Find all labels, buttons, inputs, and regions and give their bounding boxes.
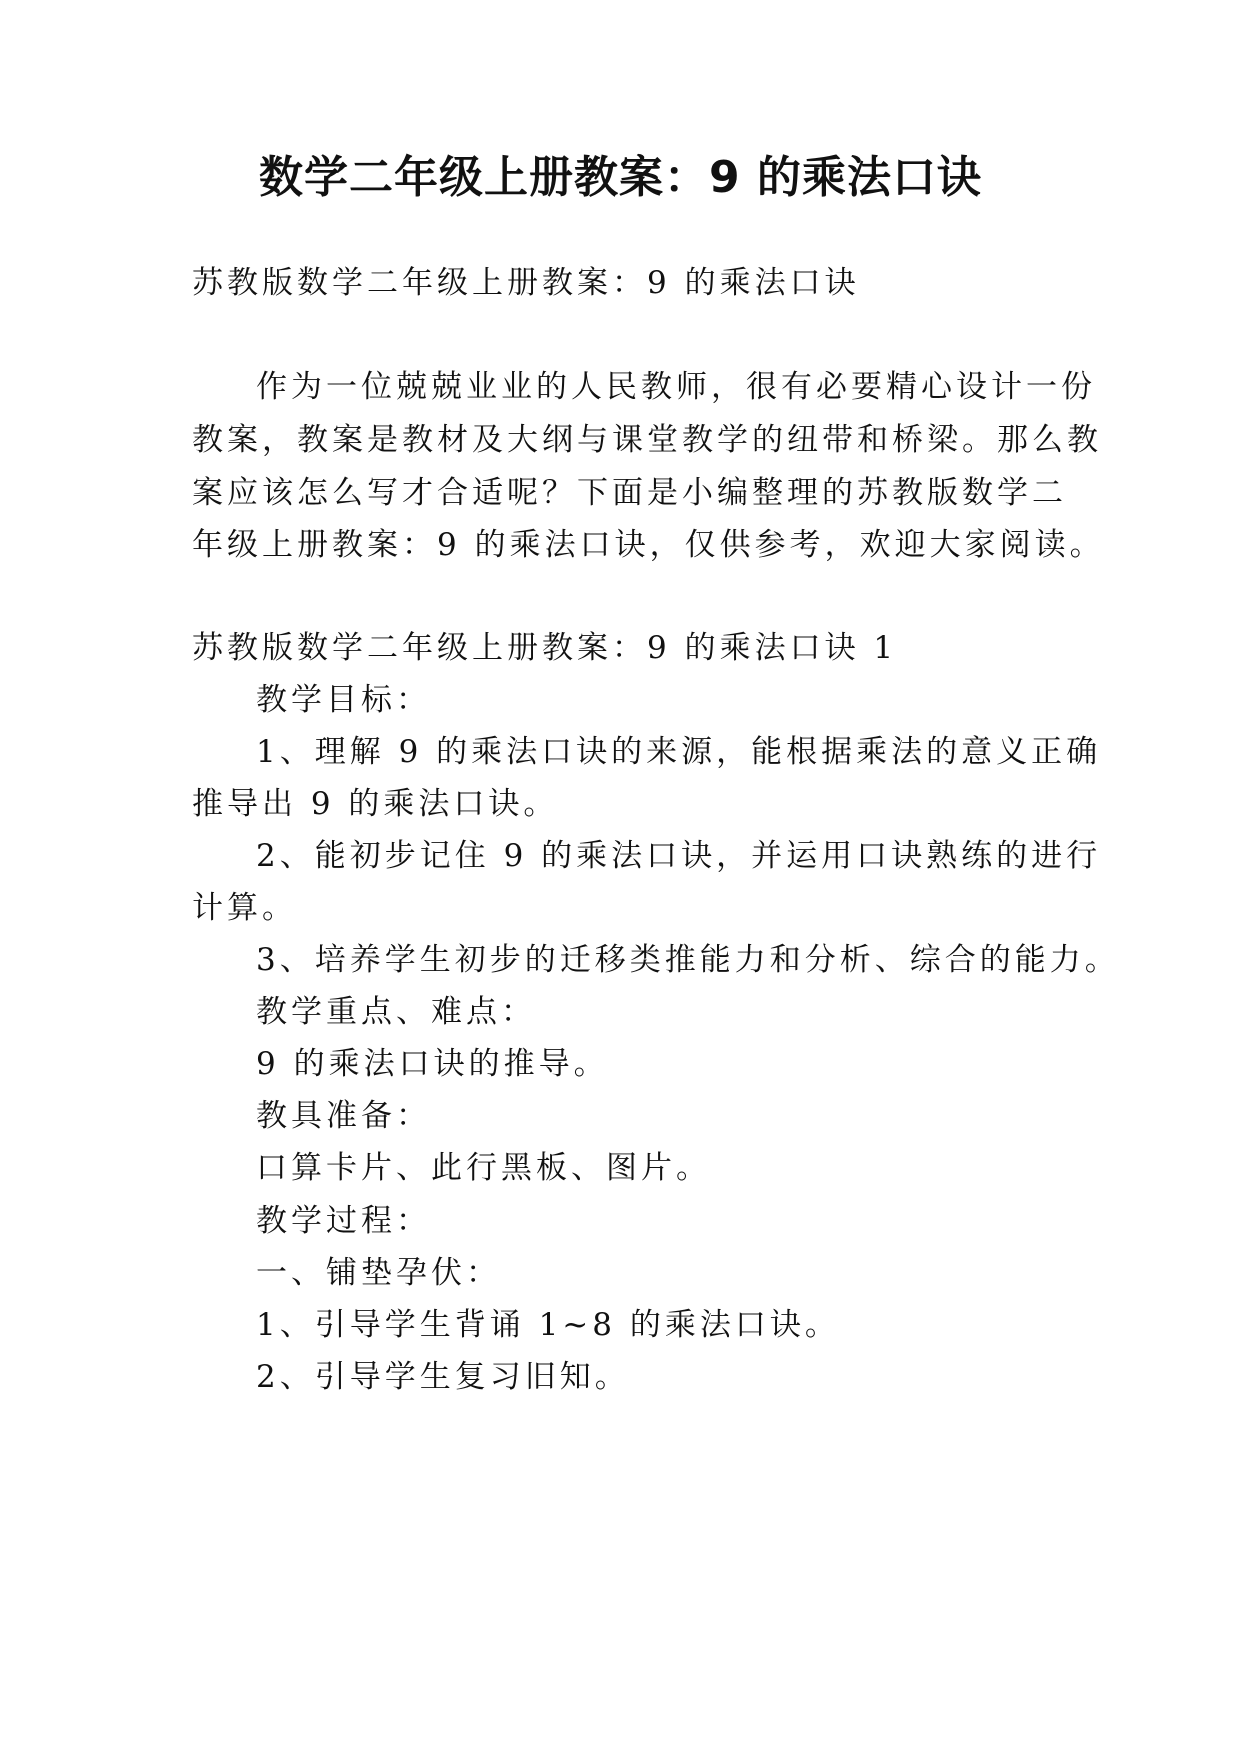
intro-line: 作为一位兢兢业业的人民教师，很有必要精心设计一份 [256,369,1096,405]
body-line: 口算卡片、此行黑板、图片。 [256,1150,711,1186]
intro-line: 年级上册教案：9 的乘法口诀，仅供参考，欢迎大家阅读。 [192,527,1105,563]
body-line: 2、引导学生复习旧知。 [256,1359,630,1395]
intro-line: 教案，教案是教材及大纲与课堂教学的纽带和桥梁。那么教 [192,422,1102,458]
body-line: 2、能初步记住 9 的乘法口诀，并运用口诀熟练的进行 [256,838,1102,874]
document-subtitle: 苏教版数学二年级上册教案：9 的乘法口诀 [192,265,860,301]
body-line: 教学重点、难点： [256,994,536,1030]
body-line: 教学过程： [256,1203,431,1239]
body-line: 教具准备： [256,1098,431,1134]
body-line: 教学目标： [256,682,431,718]
section-heading: 苏教版数学二年级上册教案：9 的乘法口诀 1 [192,630,898,666]
body-line: 推导出 9 的乘法口诀。 [192,786,559,822]
body-line: 1、引导学生背诵 1~8 的乘法口诀。 [256,1307,840,1343]
body-line: 1、理解 9 的乘法口诀的来源，能根据乘法的意义正确 [256,734,1102,770]
body-line: 9 的乘法口诀的推导。 [256,1046,609,1082]
body-line: 计算。 [192,890,297,926]
document-title: 数学二年级上册教案：9 的乘法口诀 [259,152,982,203]
intro-line: 案应该怎么写才合适呢？下面是小编整理的苏教版数学二 [192,475,1067,511]
body-line: 一、铺垫孕伏： [256,1255,501,1291]
body-line: 3、培养学生初步的迁移类推能力和分析、综合的能力。 [256,942,1120,978]
